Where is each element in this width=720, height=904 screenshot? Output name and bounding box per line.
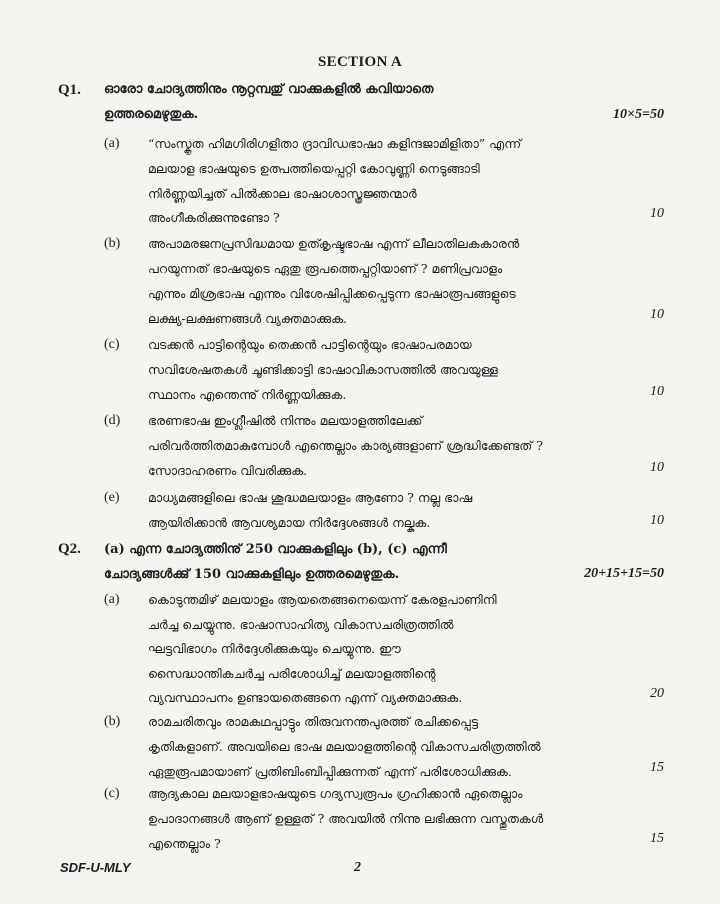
q1-part-b-line-1: അപാമരജനപ്രസിദ്ധമായ ഉത്കൃഷ്ടഭാഷ എന്ന് ലീലാതിലകകാരൻ	[148, 236, 520, 251]
q2-part-a-mark: 20	[650, 686, 664, 701]
q1-part-a-line-3: നിർണ്ണയിച്ചത് പിൽക്കാല ഭാഷാശാസ്ത്രജ്ഞന്മാർ	[148, 186, 417, 201]
q1-part-e-line-1: മാധ്യമങ്ങളിലെ ഭാഷ ശുദ്ധമലയാളം ആണോ ? നല്ല ഭാഷ	[148, 490, 473, 505]
q1-part-b-line-4: ലക്ഷ്യ-ലക്ഷണങ്ങൾ വ്യക്തമാക്കുക.	[148, 311, 347, 326]
q2-part-a-line-3: ഘട്ടവിഭാഗം നിർദ്ദേശിക്കുകയും ചെയ്യുന്നു. ഈ	[148, 641, 401, 656]
q1-part-c-line-1: വടക്കൻ പാട്ടിന്റെയും തെക്കൻ പാട്ടിന്റെയും ഭാഷാപരമായ	[148, 337, 472, 352]
q2-part-b-line-1: രാമചരിതവും രാമകഥപ്പാട്ടും തിരുവനന്തപുരത്ത് രചിക്കപ്പെട്ട	[148, 714, 479, 729]
q1-part-b-mark: 10	[650, 307, 664, 322]
q1-part-e-line-2: ആയിരിക്കാൻ ആവശ്യമായ നിർദ്ദേശങ്ങൾ നല്കുക.	[148, 515, 431, 530]
q1-part-c-letter: (c)	[104, 337, 120, 352]
q2-part-a-line-2: ചർച്ച ചെയ്യുന്നു. ഭാഷാസാഹിത്യ വികാസചരിത്രത്തിൽ	[148, 617, 454, 632]
q1-part-d-line-2: പരിവർത്തിതമാകുമ്പോൾ എന്തെല്ലാം കാര്യങ്ങളാണ് ശ്രദ്ധിക്കേണ്ടത് ?	[148, 438, 543, 453]
section-title: SECTION A	[318, 54, 402, 70]
q1-part-a-mark: 10	[650, 206, 664, 221]
q1-part-d-letter: (d)	[104, 413, 121, 428]
q2-number: Q2.	[58, 541, 81, 557]
q1-instruction-line-1: ഓരോ ചോദ്യത്തിനും നൂറ്റമ്പതു് വാക്കുകളിൽ കവിയാതെ	[104, 82, 434, 97]
q1-part-a-line-4: അംഗീകരിക്കുന്നുണ്ടോ ?	[148, 210, 280, 225]
q2-instruction-line-2: ചോദ്യങ്ങൾക്കു് 150 വാക്കുകളിലും ഉത്തരമെഴുതുക.	[104, 567, 400, 582]
q1-number: Q1.	[58, 82, 81, 98]
q2-instruction-line-1: (a) എന്ന ചോദ്യത്തിനു് 250 വാക്കുകളിലും (b), (c) എന്നീ	[104, 542, 447, 557]
q1-part-d-mark: 10	[650, 460, 664, 475]
q2-part-c-line-2: ഉപാദാനങ്ങൾ ആണ് ഉള്ളത് ? അവയിൽ നിന്നു ലഭിക്കുന്ന വസ്തുതകൾ	[148, 811, 544, 826]
q2-part-b-line-3: ഏതുരൂപമായാണ് പ്രതിബിംബിപ്പിക്കുന്നത് എന്ന് പരിശോധിക്കുക.	[148, 764, 512, 779]
q1-part-b-letter: (b)	[104, 236, 121, 251]
q2-part-a-line-4: സൈദ്ധാന്തികചർച്ച പരിശോധിച്ച് മലയാളത്തിന്റെ	[148, 666, 436, 681]
q1-part-d-line-1: ഭരണഭാഷ ഇംഗ്ലീഷിൽ നിന്നും മലയാളത്തിലേക്ക്	[148, 413, 423, 428]
q2-part-b-line-2: കൃതികളാണ്. അവയിലെ ഭാഷ മലയാളത്തിന്റെ വികാസചരിത്രത്തിൽ	[148, 739, 541, 754]
q1-part-b-line-2: പറയുന്നത് ഭാഷയുടെ ഏതു രൂപത്തെപ്പറ്റിയാണ് ? മണിപ്രവാളം	[148, 261, 503, 276]
q2-part-b-mark: 15	[650, 760, 664, 775]
q1-part-c-line-3: സ്ഥാനം എന്തെന്നു് നിർണ്ണയിക്കുക.	[148, 387, 347, 402]
q1-part-d-line-3: സോദാഹരണം വിവരിക്കുക.	[148, 463, 308, 478]
q2-total-marks: 20+15+15=50	[584, 566, 664, 581]
q1-instruction-line-2: ഉത്തരമെഴുതുക.	[104, 107, 199, 122]
q2-part-b-letter: (b)	[104, 714, 121, 729]
q1-part-b-line-3: എന്നും മിശ്രഭാഷ എന്നും വിശേഷിപ്പിക്കപ്പെടുന്ന ഭാഷാരൂപങ്ങളുടെ	[148, 286, 516, 301]
q1-part-a-line-2: മലയാള ഭാഷയുടെ ഉത്പത്തിയെപ്പറ്റി കോവുണ്ണി നെടുങ്ങാടി	[148, 161, 480, 176]
q1-total-marks: 10×5=50	[613, 107, 664, 122]
q2-part-c-line-1: ആദ്യകാല മലയാളഭാഷയുടെ ഗദ്യസ്വരൂപം ഗ്രഹിക്കാൻ ഏതെല്ലാം	[148, 786, 523, 801]
q1-part-a-letter: (a)	[104, 136, 120, 151]
paper-code: SDF-U-MLY	[60, 860, 131, 875]
q2-part-a-letter: (a)	[104, 592, 120, 607]
q1-part-e-mark: 10	[650, 513, 664, 528]
q1-part-c-line-2: സവിശേഷതകൾ ചൂണ്ടിക്കാട്ടി ഭാഷാവികാസത്തിൽ അവയുള്ള	[148, 362, 498, 377]
q2-part-a-line-5: വ്യവസ്ഥാപനം ഉണ്ടായതെങ്ങനെ എന്ന് വ്യക്തമാക്കുക.	[148, 690, 463, 705]
q2-part-c-mark: 15	[650, 831, 664, 846]
q1-part-e-letter: (e)	[104, 490, 120, 505]
q2-part-a-line-1: കൊടുന്തമിഴ് മലയാളം ആയതെങ്ങനെയെന്ന് കേരളപാണിനി	[148, 592, 497, 607]
q2-part-c-letter: (c)	[104, 786, 120, 801]
q1-part-c-mark: 10	[650, 384, 664, 399]
q1-part-a-line-1: “സംസ്കൃത ഹിമഗിരിഗളിതാ ദ്രാവിഡഭാഷാ കളിന്ദജാമിളിതാ” എന്ന്	[148, 136, 522, 151]
page-number: 2	[354, 860, 361, 875]
q2-part-c-line-3: എന്തെല്ലാം ?	[148, 836, 221, 851]
